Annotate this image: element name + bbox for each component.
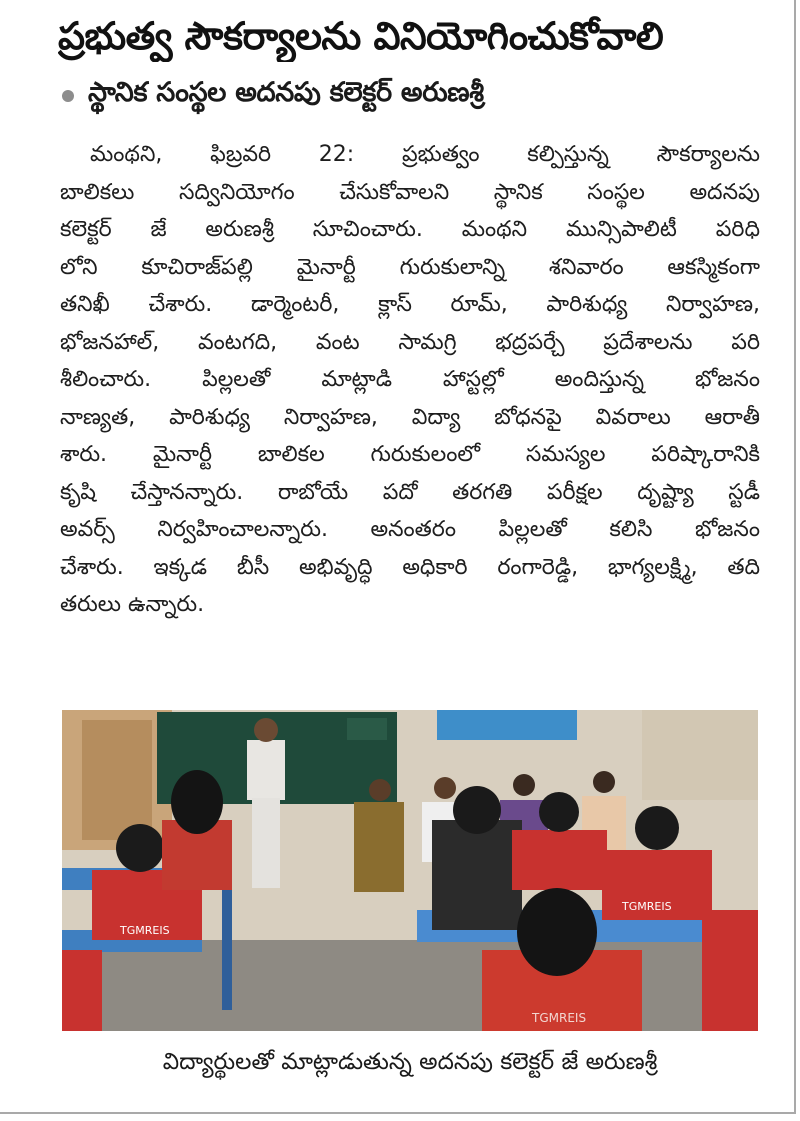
body-line: అవర్స్ నిర్వహించాలన్నారు. అనంతరం పిల్లలతో కలిసి భోజనం bbox=[60, 517, 760, 542]
body-line: లోని కూచిరాజ్‌పల్లి మైనార్టీ గురుకులాన్ని శనివారం ఆకస్మికంగా bbox=[60, 254, 760, 280]
body-line: తరులు ఉన్నారు. bbox=[60, 592, 205, 617]
bullet-icon bbox=[62, 90, 74, 102]
classroom-photo-illustration bbox=[62, 710, 758, 1031]
body-line: నాణ్యత, పారిశుధ్య నిర్వాహణ, విద్యా బోధనపై వివరాలు ఆరాతీ bbox=[60, 404, 760, 430]
shirt-text: TGMREIS bbox=[622, 900, 672, 913]
body-line: మంథని, ఫిబ్రవరి 22: ప్రభుత్వం కల్పిస్తున్న సౌకర్యాలను bbox=[90, 142, 760, 167]
body-line: భోజనహాల్, వంటగది, వంట సామగ్రి భద్రపర్చే ప్రదేశాలను పరి bbox=[60, 329, 760, 355]
article-body bbox=[60, 136, 760, 624]
headline: ప్రభుత్వ సౌకర్యాలను వినియోగించుకోవాలి bbox=[58, 14, 664, 58]
subheadline: స్థానిక సంస్థల అదనపు కలెక్టర్ అరుణశ్రీ bbox=[88, 77, 484, 108]
photo-caption: విద్యార్థులతో మాట్లాడుతున్న అదనపు కలెక్టర్ జే అరుణశ్రీ bbox=[162, 1049, 658, 1075]
body-line: కృషి చేస్తానన్నారు. రాబోయే పదో తరగతి పరీక్షల దృష్ట్యా స్టడీ bbox=[60, 479, 760, 505]
shirt-text: TGMREIS bbox=[120, 924, 170, 937]
body-line: చేశారు. ఇక్కడ బీసీ అభివృద్ధి అధికారి రంగారెడ్డి, భాగ్యలక్ష్మి, తది bbox=[60, 554, 760, 580]
body-line: తనిఖీ చేశారు. డార్మెంటరీ, క్లాస్ రూమ్, పారిశుధ్య నిర్వాహణ, bbox=[60, 292, 760, 317]
body-line: శీలించారు. పిల్లలతో మాట్లాడి హాస్టల్లో అందిస్తున్న భోజనం bbox=[60, 367, 760, 392]
body-line: కలెక్టర్ జే అరుణశ్రీ సూచించారు. మంథని మున్సిపాలిటీ పరిధి bbox=[60, 217, 760, 242]
body-line: బాలికలు సద్వినియోగం చేసుకోవాలని స్థానిక సంస్థల అదనపు bbox=[60, 179, 760, 205]
subheadline-row bbox=[62, 72, 762, 120]
classroom-photo bbox=[62, 710, 758, 1031]
shirt-text: TGMREIS bbox=[532, 1011, 587, 1025]
body-line: శారు. మైనార్టీ బాలికల గురుకులంలో సమస్యల పరిష్కారానికి bbox=[60, 442, 760, 467]
